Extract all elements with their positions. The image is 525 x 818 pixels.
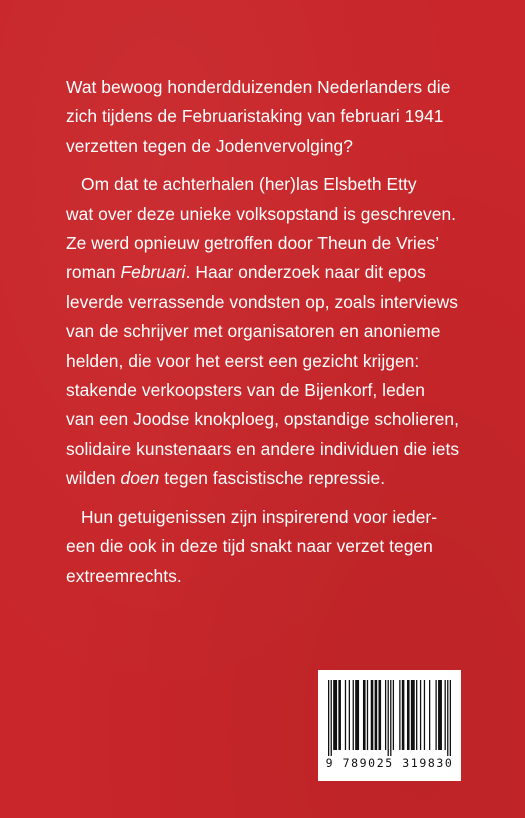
text-run: verzetten tegen de Jodenvervolging?: [66, 135, 353, 156]
barcode-bar: [333, 680, 337, 750]
barcode-bar: [378, 680, 381, 750]
barcode-icon: [328, 680, 451, 756]
text-line: [66, 317, 476, 346]
barcode-bar: [371, 680, 374, 750]
text-run: Hun getuigenissen zijn inspirerend voor ieder-: [81, 506, 438, 527]
text-line: [66, 102, 476, 131]
text-line: [66, 376, 476, 405]
barcode-bar: [445, 680, 446, 750]
barcode-bar: [375, 680, 378, 750]
barcode-bar: [353, 680, 354, 750]
barcode-bar: [328, 680, 329, 756]
barcode-bar: [385, 680, 386, 750]
text-line: [66, 347, 476, 376]
text-line: [66, 405, 476, 434]
barcode-bar: [349, 680, 350, 750]
text-run: tegen fascistische repressie.: [159, 468, 386, 489]
text-run: zich tijdens de Februaristaking van februari 1941: [66, 106, 444, 127]
text-run: roman: [66, 262, 121, 283]
text-line: [66, 200, 476, 229]
barcode-bar: [338, 680, 341, 750]
barcode-bar: [402, 680, 405, 750]
barcode-bar: [435, 680, 436, 750]
text-run: helden, die voor het eerst een gezicht krijgen:: [66, 350, 420, 371]
barcode-bar: [429, 680, 430, 750]
barcode-bar: [438, 680, 442, 750]
text-line: [66, 170, 476, 199]
barcode-label: [318, 670, 461, 781]
text-run: van de schrijver met organisatoren en anonieme: [66, 321, 441, 342]
text-run: leverde verrassende vondsten op, zoals interviews: [66, 291, 459, 312]
paragraph-3: [66, 503, 476, 591]
text-run: . Haar onderzoek naar dit epos: [185, 262, 426, 283]
text-line: [66, 532, 476, 561]
blurb-text: [66, 73, 476, 591]
text-line: [66, 229, 476, 258]
text-run: Om dat te achterhalen (her)las Elsbeth Etty: [81, 174, 417, 195]
barcode-bar: [447, 680, 448, 756]
text-line: [66, 562, 476, 591]
italic-text: Februari: [120, 262, 186, 283]
text-run: stakende verkoopsters van de Bijenkorf, leden: [66, 380, 425, 401]
text-run: solidaire kunstenaars en andere individuen die iets: [66, 438, 460, 459]
text-run: een die ook in deze tijd snakt naar verzet tegen: [66, 536, 433, 557]
paragraph-2: [66, 170, 476, 493]
text-line: [66, 503, 476, 532]
text-run: van een Joodse knokploeg, opstandige scholieren,: [66, 409, 460, 430]
barcode-bar: [399, 680, 400, 750]
text-run: Ze werd opnieuw getroffen door Theun de Vries’: [66, 233, 440, 254]
barcode-bar: [424, 680, 425, 750]
text-line: [66, 464, 476, 493]
barcode-bar: [363, 680, 366, 750]
barcode-bar: [420, 680, 421, 750]
text-line: [66, 73, 476, 102]
barcode-bar: [411, 680, 415, 750]
text-line: [66, 258, 476, 287]
barcode-bar: [331, 680, 332, 756]
paragraph-1: [66, 73, 476, 161]
barcode-bar: [367, 680, 368, 750]
barcode-bar: [416, 680, 417, 750]
barcode-bar: [450, 680, 451, 756]
text-line: [66, 132, 476, 161]
text-run: Wat bewoog honderdduizenden Nederlanders die: [66, 77, 451, 97]
barcode-bar: [407, 680, 410, 750]
text-run: extreemrechts.: [66, 565, 182, 586]
barcode-bar: [355, 680, 359, 750]
text-line: [66, 435, 476, 464]
text-line: [66, 288, 476, 317]
text-run: wilden: [66, 468, 121, 489]
barcode-bar: [388, 680, 389, 756]
barcode-bar: [345, 680, 346, 750]
barcode-bar: [390, 680, 391, 756]
text-run: wat over deze unieke volksopstand is geschreven.: [66, 203, 457, 224]
barcode-bar: [393, 680, 394, 750]
isbn-number: 9 789025 319830: [325, 756, 454, 770]
italic-text: doen: [120, 468, 160, 489]
